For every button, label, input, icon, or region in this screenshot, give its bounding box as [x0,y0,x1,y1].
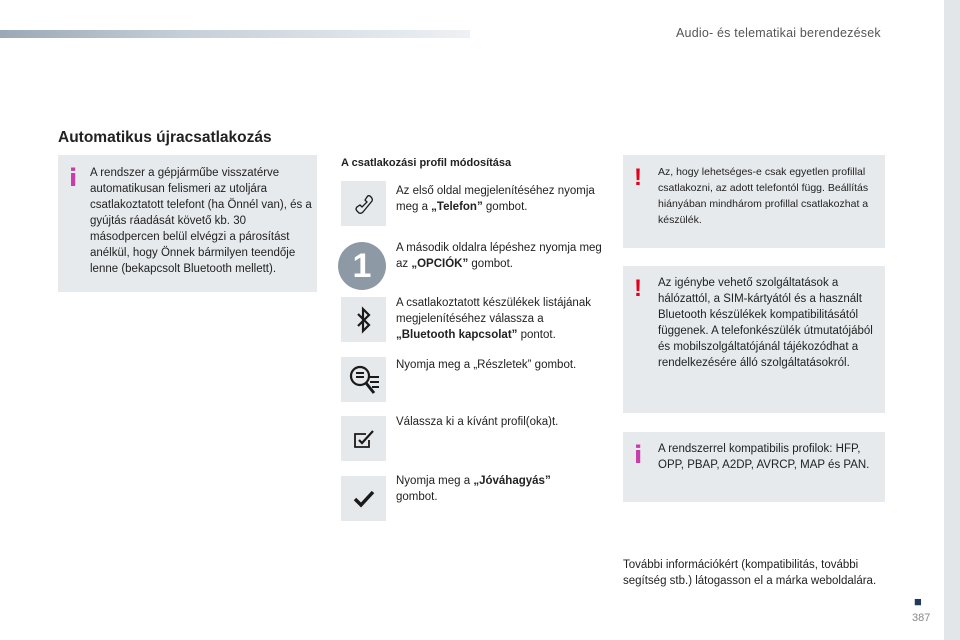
step-1-text: Az első oldal megjelenítéséhez nyomja meg a „Telefon” gombot. [396,185,595,213]
step-5-text: Válassza ki a kívánt profil(oka)t. [396,416,559,428]
step-3-text: A csatlakoztatott készülékek listájának megjelenítéséhez válassza a „Bluetooth kapcsolat” pontot. [396,297,591,341]
page-title: Automatikus újracsatlakozás [58,129,272,146]
bluetooth-icon [353,306,375,334]
checkmark-icon [352,489,376,509]
checkbox-icon [352,428,376,450]
info-box-text: A rendszer a gépjárműbe visszatérve automatikusan felismeri az utoljára csatlakoztatott telefont (ha Önnél van), és a gyújtás ráadását követő kb. 30 másodpercen belül elvégzi a párosítást anélkül, hogy Önnek bármilyen teendője lenne (bekapcsolt Bluetooth mellett). [90,167,312,275]
step-4-text: Nyomja meg a „Részletek” gombot. [396,359,577,371]
bluetooth-button [341,297,386,342]
info-box-profiles [623,432,885,502]
details-button [341,357,386,402]
warning-icon: ! [634,164,642,191]
section-header: Audio- és telematikai berendezések [676,26,881,40]
warning-icon: ! [634,275,642,302]
step-2-text: A második oldalra lépéshez nyomja meg az „OPCIÓK” gombot. [396,242,602,270]
confirm-button [341,476,386,521]
info-profiles-text: A rendszerrel kompatibilis profilok: HFP, OPP, PBAP, A2DP, AVRCP, MAP és PAN. [658,443,870,471]
info-icon: i [634,441,643,469]
phone-button [341,181,386,226]
profile-section-heading: A csatlakozási profil módosítása [341,157,512,169]
warning-box-services [623,266,885,413]
page-side-band [944,0,960,640]
warning-box-profile [623,155,885,248]
select-profile-button [341,416,386,461]
step-badge: 1 [338,242,386,290]
details-search-icon [346,362,382,398]
footer-note: További információkért (kompatibilitás, további segítség stb.) látogasson el a márka weboldalára. [623,559,877,587]
warning-profile-text: Az, hogy lehetséges-e csak egyetlen profillal csatlakozni, az adott telefontól függ. Beállítás hiányában mindhárom profillal csatlakozhat a készülék. [658,166,869,226]
page-number: 387 [912,612,931,624]
phone-icon [352,192,376,216]
step-6-text: Nyomja meg a „Jóváhagyás” gombot. [396,475,551,503]
page-marker: ■ [914,594,922,609]
info-icon: i [69,164,78,192]
info-box-reconnect [58,155,317,292]
warning-services-text: Az igénybe vehető szolgáltatások a hálózattól, a SIM-kártyától és a használt Bluetooth készülékek kompatibilitásától függenek. A telefonkészülék útmutatójából és mobilszolgáltatójánál tájékozódhat a rendelkezésére álló szolgáltatásokról. [658,277,873,369]
header-decor-bar [0,30,470,38]
